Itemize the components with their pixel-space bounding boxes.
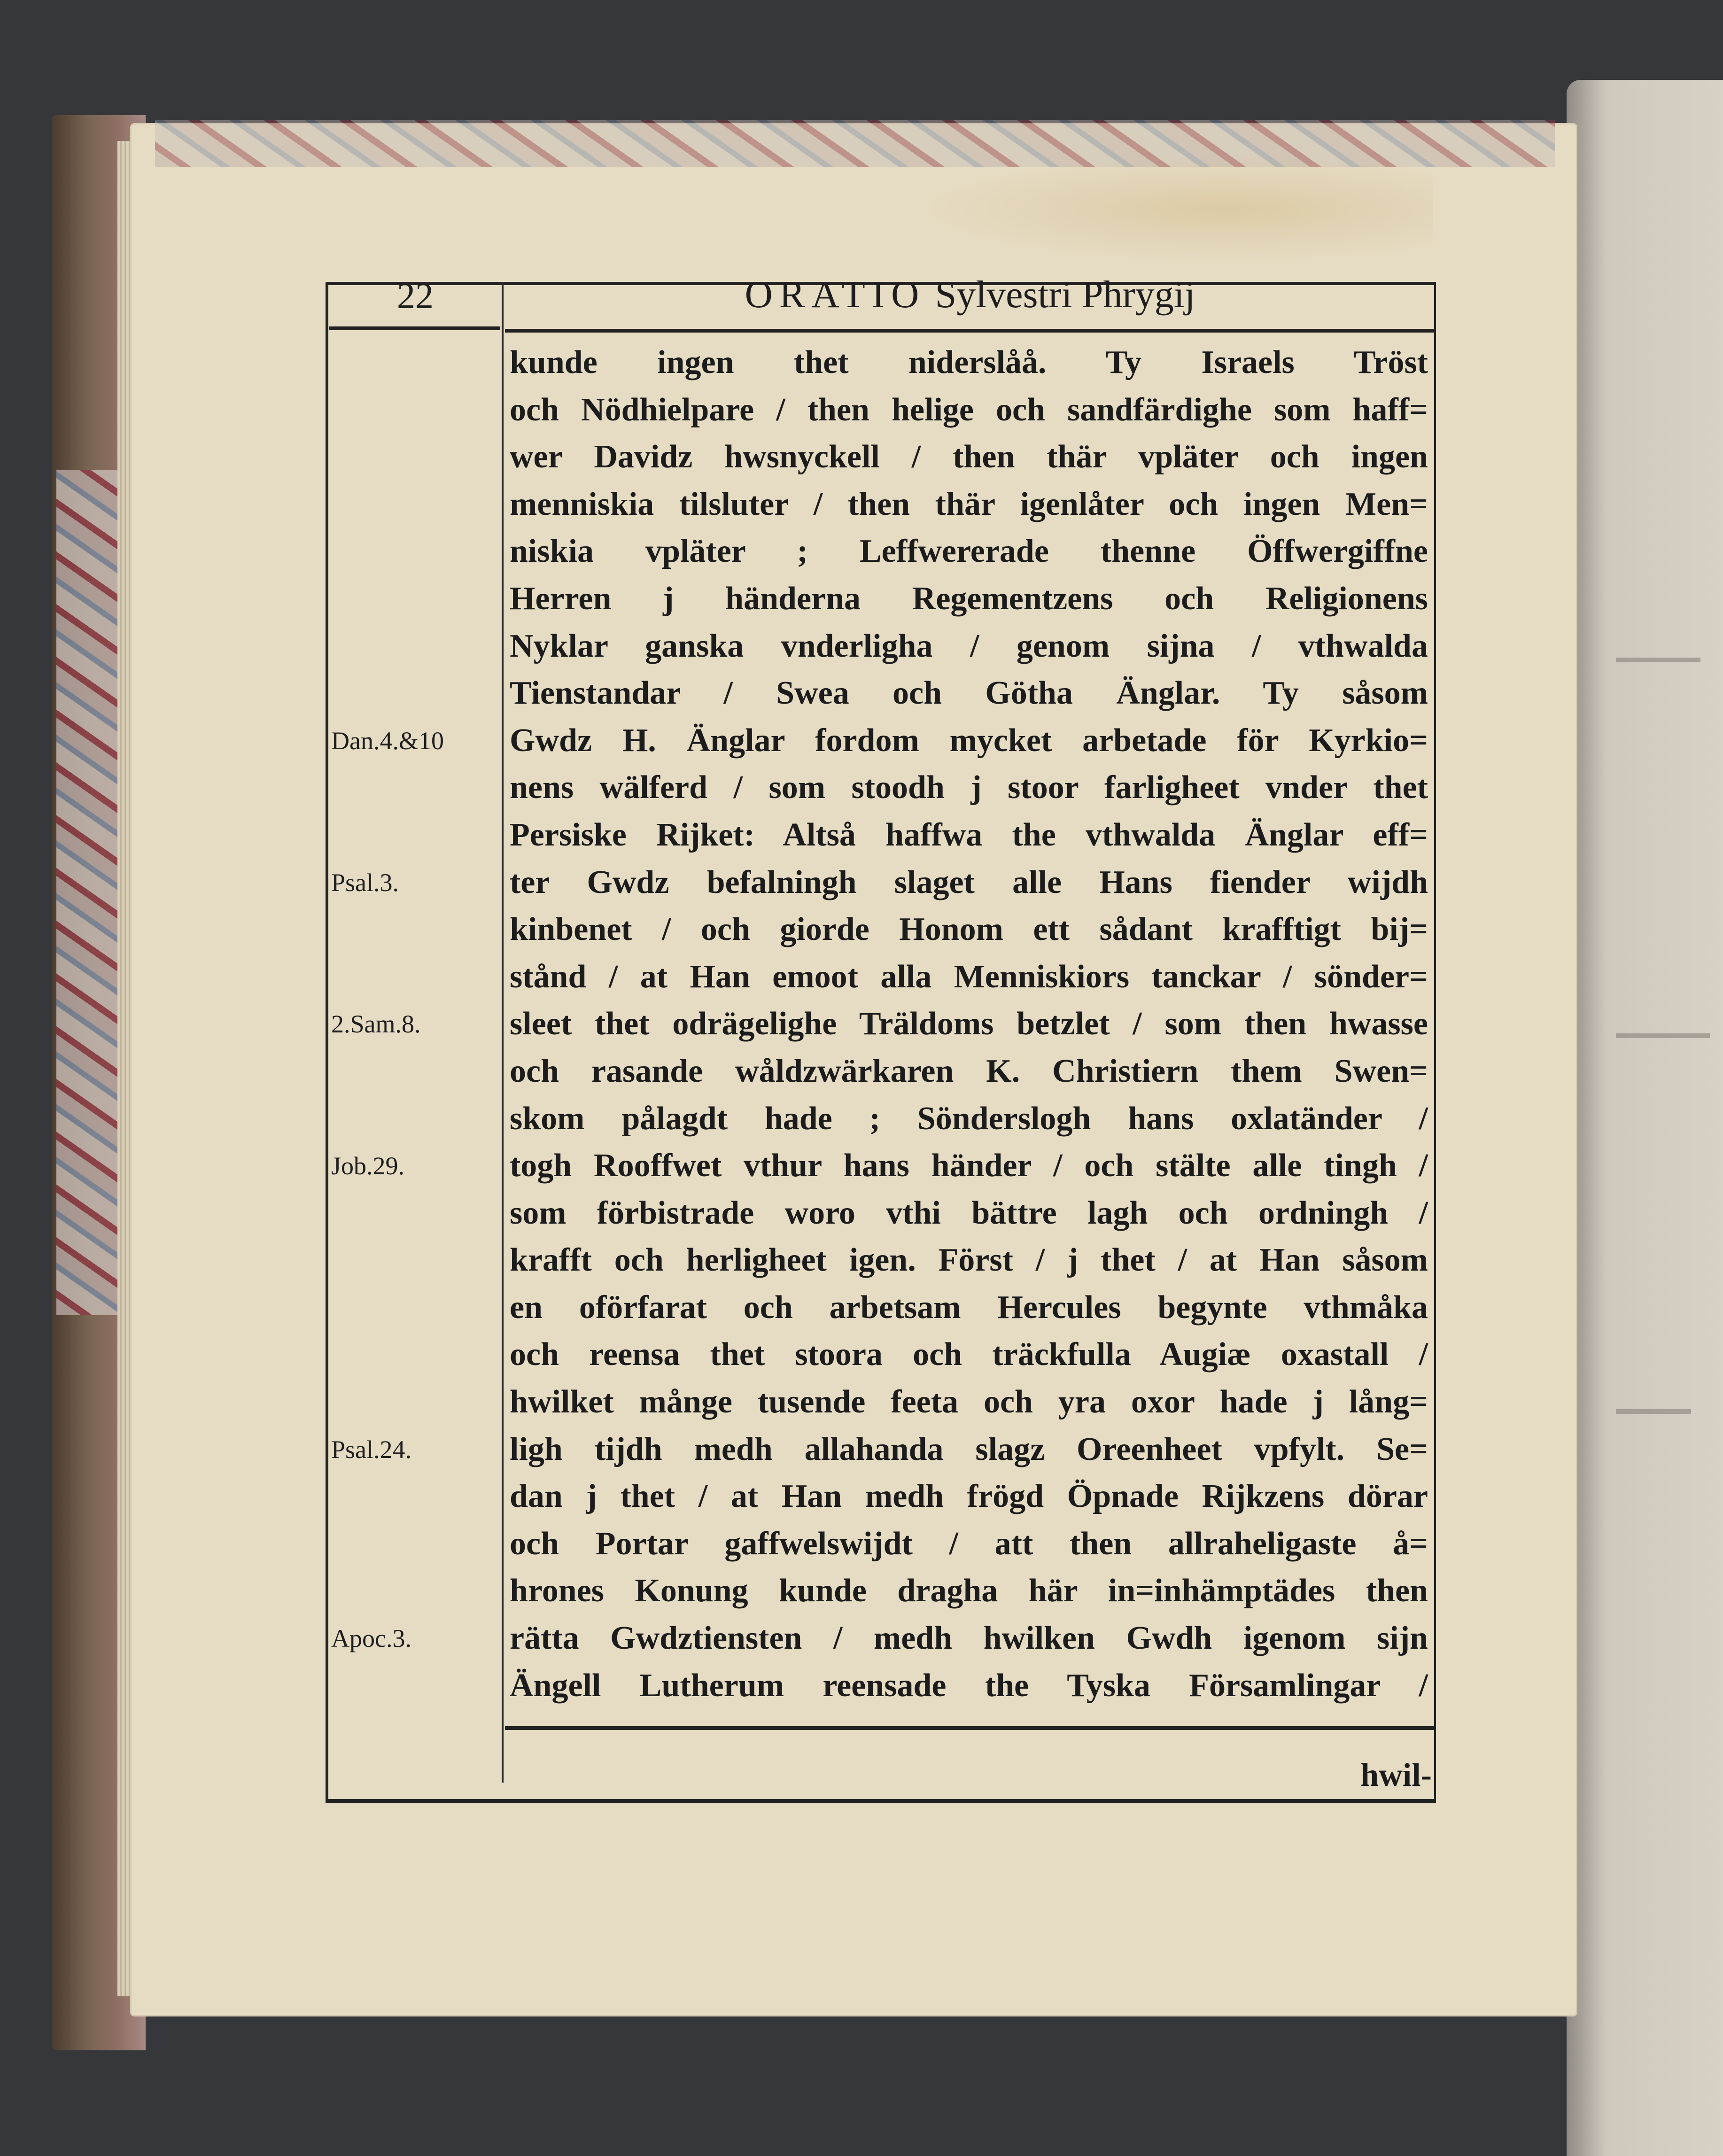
facing-page-text	[1616, 1033, 1710, 1038]
text-line: krafft och herligheet igen. Först / j thet / at Han såsom	[510, 1242, 1428, 1279]
marginal-note: Psal.3.	[331, 868, 399, 897]
header-rule	[505, 329, 1435, 333]
text-line: Nyklar ganska vnderligha / genom sijna / vthwalda	[510, 628, 1428, 664]
text-line: rätta Gwdztiensten / medh hwilken Gwdh igenom sijn	[510, 1620, 1428, 1657]
text-line: Tienstandar / Swea och Götha Änglar. Ty såsom	[510, 675, 1428, 712]
text-line: kinbenet / och giorde Honom ett sådant krafftigt bij=	[510, 911, 1428, 948]
text-line: Ängell Lutherum reensade the Tyska Församlingar /	[510, 1667, 1428, 1704]
text-line: en oförfarat och arbetsam Hercules begynte vthmåka	[510, 1289, 1428, 1326]
text-line: ligh tijdh medh allahanda slagz Oreenheet vpfylt. Se=	[510, 1431, 1428, 1467]
facing-page	[1567, 80, 1723, 2156]
text-line: som förbistrade woro vthi bättre lagh och ordningh /	[510, 1194, 1428, 1231]
text-line: nens wälferd / som stoodh j stoor farligheet vnder thet	[510, 769, 1428, 806]
text-line: Herren j händerna Regementzens och Religionens	[510, 580, 1428, 617]
margin-divider	[502, 282, 504, 1783]
text-line: Persiske Rijket: Altså haffwa the vthwalda Änglar eff=	[510, 816, 1428, 853]
text-line: hrones Konung kunde dragha här in=inhämptädes then	[510, 1573, 1428, 1609]
catchword: hwil-	[1360, 1757, 1432, 1793]
footer-rule	[505, 1726, 1435, 1730]
body-text	[510, 339, 1428, 1709]
text-line: wer Davidz hwsnyckell / then thär vpläter och ingen	[510, 439, 1428, 475]
marginal-note: Job.29.	[331, 1152, 405, 1180]
text-line: stånd / at Han emoot alla Menniskiors tanckar / sönder=	[510, 958, 1428, 995]
header-rule-margin	[329, 326, 500, 330]
text-line: skom pålagdt hade ; Sönderslogh hans oxlatänder /	[510, 1100, 1428, 1137]
text-line: och reensa thet stoora och träckfulla Augiæ oxastall /	[510, 1336, 1428, 1373]
text-line: dan j thet / at Han medh frögd Öpnade Rijkzens dörar	[510, 1478, 1428, 1515]
marginal-note: Psal.24.	[331, 1435, 412, 1464]
running-title-rest: Sylvestri Phrygij	[935, 273, 1195, 316]
facing-page-text	[1616, 1409, 1691, 1414]
text-line: niskia vpläter ; Leffwererade thenne Öffwergiffne	[510, 533, 1428, 570]
page-stain	[916, 155, 1433, 263]
text-line: ter Gwdz befalningh slaget alle Hans fiender wijdh	[510, 864, 1428, 900]
page-number: 22	[397, 275, 434, 316]
facing-page-text	[1616, 658, 1700, 662]
text-line: och rasande wåldzwärkaren K. Christiern them Swen=	[510, 1053, 1428, 1089]
text-line: menniskia tilsluter / then thär igenlåter och ingen Men=	[510, 486, 1428, 522]
marginal-note: Apoc.3.	[331, 1624, 411, 1653]
marginal-note: Dan.4.&10	[331, 726, 444, 755]
marginal-note: 2.Sam.8.	[331, 1010, 421, 1039]
text-line: hwilket månge tusende feeta och yra oxor hade j lång=	[510, 1384, 1428, 1420]
text-line: Gwdz H. Änglar fordom mycket arbetade för Kyrkio=	[510, 722, 1428, 759]
running-title-caps: ORATIO	[745, 273, 926, 316]
running-title	[505, 272, 1435, 317]
text-line: och Portar gaffwelswijdt / att then allraheligaste å=	[510, 1525, 1428, 1562]
text-line: och Nödhielpare / then helige och sandfärdighe som haff=	[510, 391, 1428, 428]
text-line: togh Rooffwet vthur hans händer / och stälte alle tingh /	[510, 1148, 1428, 1184]
text-line: kunde ingen thet niderslåå. Ty Israels Tröst	[510, 344, 1428, 380]
text-line: sleet thet odrägelighe Träldoms betzlet / som then hwasse	[510, 1006, 1428, 1042]
